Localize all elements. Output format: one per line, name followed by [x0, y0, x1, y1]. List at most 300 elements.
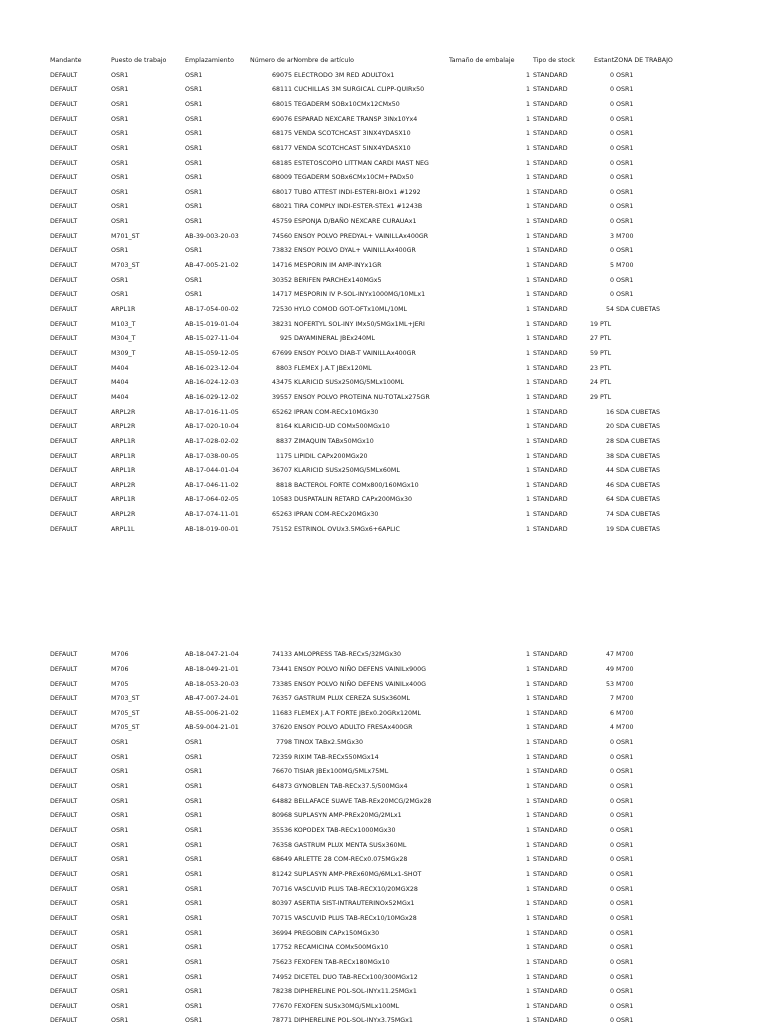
cell-zona: OSR1 [616, 768, 634, 776]
cell-numero: 70715 [271, 914, 292, 922]
cell-numero: 68175 [271, 130, 292, 138]
cell-zona: SDA CUBETAS [616, 467, 661, 475]
cell-puesto: OSR1 [111, 174, 129, 182]
cell-tipo: STANDARD [533, 929, 568, 937]
cell-mandante: DEFAULT [50, 232, 78, 240]
table-row [0, 523, 768, 538]
cell-puesto: OSR1 [111, 247, 129, 255]
cell-mandante: DEFAULT [50, 914, 78, 922]
cell-zona: OSR1 [616, 115, 634, 123]
table-row [0, 420, 768, 435]
cell-cantidad: 1 [525, 408, 530, 416]
cell-emplazamiento: OSR1 [185, 86, 203, 94]
cell-zona: OSR1 [616, 739, 634, 747]
cell-puesto: OSR1 [111, 1002, 129, 1010]
cell-cantidad: 1 [525, 914, 530, 922]
cell-mandante: DEFAULT [50, 130, 78, 138]
cell-estante: 0 [609, 753, 614, 761]
cell-articulo: LIPIDIL CAPx200MGx20 [294, 452, 368, 460]
cell-articulo: ENSOY POLVO NIÑO DEFENS VAINILx400G [294, 680, 427, 688]
cell-numero: 70716 [271, 885, 292, 893]
cell-articulo: ESTETOSCOPIO LITTMAN CARDI MAST NEG [294, 159, 429, 167]
cell-zona: M700 [616, 680, 634, 688]
cell-cantidad: 1 [525, 783, 530, 791]
cell-puesto: OSR1 [111, 900, 129, 908]
cell-articulo: FEXOFEN TAB-RECx180MGx10 [294, 958, 390, 966]
table-row [0, 479, 768, 494]
cell-tipo: STANDARD [533, 452, 568, 460]
cell-emplazamiento: AB-17-054-00-02 [185, 306, 239, 313]
cell-puesto: OSR1 [111, 929, 129, 937]
cell-puesto: M404 [111, 364, 129, 372]
cell-tipo: STANDARD [533, 481, 568, 489]
table-row [0, 883, 768, 898]
cell-cantidad: 1 [525, 159, 530, 167]
cell-zona: OSR1 [616, 914, 634, 922]
cell-articulo: FLEMEX J.A.T FORTE JBEx0.20GRx120ML [294, 709, 421, 717]
cell-mandante: DEFAULT [50, 958, 78, 966]
cell-emplazamiento: AB-16-023-12-04 [185, 364, 239, 372]
cell-puesto: ARPL1R [111, 452, 136, 460]
header-row [0, 54, 768, 69]
cell-tipo: STANDARD [533, 379, 568, 387]
table-row [0, 142, 768, 157]
cell-mandante: DEFAULT [50, 783, 78, 791]
cell-mandante: DEFAULT [50, 841, 78, 849]
cell-numero: 36994 [271, 929, 292, 937]
cell-estante: 0 [609, 739, 614, 747]
cell-cantidad: 1 [525, 856, 530, 864]
cell-estante: 0 [609, 856, 614, 864]
cell-tipo: STANDARD [533, 665, 568, 673]
cell-zona: SDA CUBETAS [616, 408, 661, 416]
table-row [0, 868, 768, 883]
table-row [0, 795, 768, 810]
cell-emplazamiento: OSR1 [185, 753, 203, 761]
cell-mandante: DEFAULT [50, 291, 78, 299]
cell-puesto: ARPL2R [111, 423, 136, 431]
table-row [0, 971, 768, 986]
cell-numero: 80397 [271, 900, 292, 908]
cell-numero: 68177 [271, 144, 292, 152]
cell-numero: 74133 [271, 651, 292, 659]
cell-zona: OSR1 [616, 86, 634, 94]
cell-estante: 0 [609, 174, 614, 182]
cell-tipo: STANDARD [533, 364, 568, 372]
cell-tipo: STANDARD [533, 437, 568, 445]
cell-tipo: STANDARD [533, 320, 568, 328]
table-row [0, 244, 768, 259]
cell-puesto: OSR1 [111, 870, 129, 878]
cell-puesto: M103_T [111, 320, 136, 328]
header-tamano-embalaje: Tamaño de embalaje [449, 57, 515, 64]
cell-puesto: OSR1 [111, 218, 129, 226]
table-row [0, 678, 768, 693]
cell-numero: 73385 [271, 680, 292, 688]
table-row [0, 839, 768, 854]
cell-zona: OSR1 [616, 797, 634, 805]
cell-emplazamiento: OSR1 [185, 71, 203, 79]
cell-tipo: STANDARD [533, 709, 568, 717]
cell-articulo: DUSPATALIN RETARD CAPx200MGx30 [294, 496, 412, 504]
cell-numero: 36707 [271, 467, 292, 475]
cell-emplazamiento: OSR1 [185, 130, 203, 138]
cell-estante: 0 [609, 973, 614, 981]
cell-estante: 54 [605, 306, 614, 313]
table-row [0, 464, 768, 479]
cell-numero: 45759 [271, 218, 292, 226]
cell-emplazamiento: AB-15-059-12-05 [185, 349, 239, 357]
cell-zona: SDA CUBETAS [616, 423, 661, 431]
cell-emplazamiento: OSR1 [185, 988, 203, 996]
cell-numero: 73832 [271, 247, 292, 255]
table-row [0, 1014, 768, 1029]
cell-tipo: STANDARD [533, 393, 568, 401]
cell-estante: 0 [609, 885, 614, 893]
header-estante-zona-trabajo: EstantZONA DE TRABAJO [594, 57, 673, 64]
cell-tipo: STANDARD [533, 797, 568, 805]
cell-tipo: STANDARD [533, 525, 568, 533]
cell-estante: 46 [605, 481, 614, 489]
cell-emplazamiento: OSR1 [185, 739, 203, 747]
table-row [0, 927, 768, 942]
cell-puesto: OSR1 [111, 797, 129, 805]
cell-estante: 0 [609, 914, 614, 922]
cell-mandante: DEFAULT [50, 739, 78, 747]
cell-estante: 0 [609, 115, 614, 123]
cell-estante: 0 [609, 768, 614, 776]
cell-tipo: STANDARD [533, 511, 568, 519]
cell-tipo: STANDARD [533, 423, 568, 431]
cell-articulo: FLEMEX J.A.T JBEx120ML [294, 364, 372, 372]
cell-emplazamiento: OSR1 [185, 159, 203, 167]
cell-cantidad: 1 [525, 525, 530, 533]
cell-tipo: STANDARD [533, 218, 568, 226]
table-row [0, 1000, 768, 1015]
cell-estante: 4 [609, 724, 614, 732]
cell-zona: 23 PTL [590, 364, 612, 372]
cell-emplazamiento: AB-55-006-21-02 [185, 709, 239, 717]
cell-tipo: STANDARD [533, 651, 568, 659]
cell-emplazamiento: OSR1 [185, 812, 203, 820]
cell-emplazamiento: OSR1 [185, 144, 203, 152]
cell-puesto: OSR1 [111, 812, 129, 820]
cell-emplazamiento: OSR1 [185, 841, 203, 849]
cell-numero: 17752 [271, 944, 292, 952]
cell-articulo: TISIAR JBEx100MG/5MLx75ML [294, 768, 389, 776]
table-row [0, 332, 768, 347]
cell-mandante: DEFAULT [50, 408, 78, 416]
cell-numero: 69075 [271, 71, 292, 79]
cell-cantidad: 1 [525, 1017, 530, 1025]
cell-mandante: DEFAULT [50, 929, 78, 937]
table-row [0, 692, 768, 707]
cell-puesto: M309_T [111, 349, 136, 357]
cell-cantidad: 1 [525, 973, 530, 981]
cell-cantidad: 1 [525, 885, 530, 893]
cell-tipo: STANDARD [533, 885, 568, 893]
cell-articulo: KLARICID SUSx250MG/5MLx60ML [294, 467, 400, 475]
cell-tipo: STANDARD [533, 100, 568, 108]
cell-tipo: STANDARD [533, 291, 568, 299]
cell-numero: 65262 [271, 408, 292, 416]
cell-zona: OSR1 [616, 988, 634, 996]
cell-puesto: OSR1 [111, 768, 129, 776]
cell-tipo: STANDARD [533, 247, 568, 255]
cell-zona: OSR1 [616, 841, 634, 849]
cell-mandante: DEFAULT [50, 174, 78, 182]
cell-numero: 68649 [271, 856, 292, 864]
cell-articulo: ELECTRODO 3M RED ADULTOx1 [294, 71, 395, 79]
table-row [0, 171, 768, 186]
cell-puesto: ARPL1R [111, 437, 136, 445]
cell-tipo: STANDARD [533, 900, 568, 908]
cell-estante: 0 [609, 783, 614, 791]
cell-tipo: STANDARD [533, 306, 568, 313]
cell-zona: SDA CUBETAS [616, 525, 661, 533]
cell-estante: 0 [609, 144, 614, 152]
cell-tipo: STANDARD [533, 944, 568, 952]
cell-cantidad: 1 [525, 665, 530, 673]
cell-tipo: STANDARD [533, 870, 568, 878]
cell-zona: OSR1 [616, 827, 634, 834]
cell-tipo: STANDARD [533, 783, 568, 791]
cell-mandante: DEFAULT [50, 71, 78, 79]
cell-mandante: DEFAULT [50, 525, 78, 533]
cell-zona: SDA CUBETAS [616, 511, 661, 519]
cell-cantidad: 1 [525, 1002, 530, 1010]
cell-articulo: ESPARAD NEXCARE TRANSP 3INx10Yx4 [294, 115, 418, 123]
cell-tipo: STANDARD [533, 827, 568, 834]
cell-emplazamiento: OSR1 [185, 944, 203, 952]
cell-mandante: DEFAULT [50, 481, 78, 489]
cell-mandante: DEFAULT [50, 709, 78, 717]
cell-tipo: STANDARD [533, 203, 568, 211]
cell-numero: 30352 [271, 276, 292, 284]
cell-emplazamiento: OSR1 [185, 115, 203, 123]
cell-zona: SDA CUBETAS [616, 306, 661, 313]
cell-numero: 68185 [271, 159, 292, 167]
cell-tipo: STANDARD [533, 71, 568, 79]
cell-cantidad: 1 [525, 870, 530, 878]
cell-emplazamiento: OSR1 [185, 218, 203, 226]
cell-mandante: DEFAULT [50, 753, 78, 761]
cell-tipo: STANDARD [533, 232, 568, 240]
cell-zona: OSR1 [616, 130, 634, 138]
cell-estante: 38 [605, 452, 614, 460]
cell-estante: 74 [605, 511, 614, 519]
table-row [0, 765, 768, 780]
cell-estante: 0 [609, 218, 614, 226]
cell-articulo: FEXOFEN SUSx30MG/5MLx100ML [294, 1002, 400, 1010]
cell-articulo: HYLO COMOD GOT-OFTx10ML/10ML [294, 306, 408, 313]
cell-cantidad: 1 [525, 841, 530, 849]
cell-puesto: M703_ST [111, 262, 140, 270]
cell-mandante: DEFAULT [50, 379, 78, 387]
cell-tipo: STANDARD [533, 1002, 568, 1010]
table-row [0, 406, 768, 421]
cell-numero: 77670 [271, 1002, 292, 1010]
cell-tipo: STANDARD [533, 739, 568, 747]
cell-mandante: DEFAULT [50, 973, 78, 981]
cell-estante: 0 [609, 1017, 614, 1025]
cell-puesto: M304_T [111, 335, 136, 343]
cell-emplazamiento: OSR1 [185, 100, 203, 108]
cell-emplazamiento: OSR1 [185, 797, 203, 805]
cell-mandante: DEFAULT [50, 364, 78, 372]
cell-cantidad: 1 [525, 496, 530, 504]
cell-puesto: ARPL1R [111, 496, 136, 504]
cell-cantidad: 1 [525, 291, 530, 299]
cell-numero: 43475 [271, 379, 292, 387]
cell-puesto: OSR1 [111, 144, 129, 152]
cell-estante: 0 [609, 988, 614, 996]
cell-zona: OSR1 [616, 159, 634, 167]
cell-zona: M700 [616, 651, 634, 659]
cell-mandante: DEFAULT [50, 335, 78, 343]
cell-articulo: GASTRUM PLUX CEREZA SUSx360ML [294, 695, 411, 703]
table-row [0, 303, 768, 318]
cell-numero: 10583 [271, 496, 292, 504]
cell-articulo: DAYAMINERAL JBEx240ML [294, 335, 375, 343]
cell-tipo: STANDARD [533, 753, 568, 761]
cell-mandante: DEFAULT [50, 680, 78, 688]
cell-cantidad: 1 [525, 379, 530, 387]
cell-mandante: DEFAULT [50, 115, 78, 123]
cell-puesto: OSR1 [111, 291, 129, 299]
cell-mandante: DEFAULT [50, 188, 78, 196]
cell-puesto: OSR1 [111, 188, 129, 196]
cell-articulo: SUPLASYN AMP-PREx20MG/2MLx1 [294, 812, 402, 820]
cell-puesto: OSR1 [111, 159, 129, 167]
cell-numero: 8164 [275, 423, 292, 431]
cell-mandante: DEFAULT [50, 695, 78, 703]
table-row [0, 956, 768, 971]
table-row [0, 127, 768, 142]
cell-mandante: DEFAULT [50, 724, 78, 732]
cell-tipo: STANDARD [533, 408, 568, 416]
cell-zona: OSR1 [616, 71, 634, 79]
cell-numero: 72359 [271, 753, 292, 761]
cell-estante: 16 [605, 408, 614, 416]
cell-estante: 0 [609, 929, 614, 937]
cell-estante: 0 [609, 100, 614, 108]
cell-estante: 7 [609, 695, 614, 703]
table-row [0, 985, 768, 1000]
cell-cantidad: 1 [525, 320, 530, 328]
cell-emplazamiento: AB-17-028-02-02 [185, 437, 239, 445]
cell-mandante: DEFAULT [50, 423, 78, 431]
cell-tipo: STANDARD [533, 1017, 568, 1025]
cell-estante: 0 [609, 812, 614, 820]
cell-articulo: ENSOY POLVO DYAL+ VAINILLAx400GR [294, 247, 416, 255]
cell-puesto: OSR1 [111, 973, 129, 981]
cell-cantidad: 1 [525, 651, 530, 659]
cell-estante: 19 [605, 525, 614, 533]
cell-numero: 73441 [271, 665, 292, 673]
cell-numero: 80968 [271, 812, 292, 820]
table-row [0, 450, 768, 465]
table-row [0, 912, 768, 927]
cell-estante: 47 [605, 651, 614, 659]
cell-estante: 0 [609, 870, 614, 878]
cell-zona: OSR1 [616, 1002, 634, 1010]
cell-cantidad: 1 [525, 797, 530, 805]
cell-estante: 6 [609, 709, 614, 717]
cell-articulo: TUBO ATTEST INDI-ESTERI-BIOx1 #1292 [294, 188, 421, 196]
cell-tipo: STANDARD [533, 680, 568, 688]
cell-puesto: OSR1 [111, 130, 129, 138]
cell-mandante: DEFAULT [50, 203, 78, 211]
cell-cantidad: 1 [525, 481, 530, 489]
cell-articulo: IPRAN COM-RECx20MGx30 [294, 511, 379, 519]
cell-mandante: DEFAULT [50, 988, 78, 996]
cell-estante: 0 [609, 958, 614, 966]
cell-tipo: STANDARD [533, 973, 568, 981]
cell-estante: 0 [609, 86, 614, 94]
cell-mandante: DEFAULT [50, 262, 78, 270]
cell-cantidad: 1 [525, 511, 530, 519]
cell-articulo: ESPONJA D/BAÑO NEXCARE CURAUAx1 [294, 218, 417, 226]
cell-emplazamiento: AB-16-029-12-02 [185, 393, 239, 401]
cell-emplazamiento: AB-18-049-21-01 [185, 665, 239, 673]
cell-puesto: OSR1 [111, 914, 129, 922]
cell-emplazamiento: OSR1 [185, 870, 203, 878]
table-row [0, 663, 768, 678]
cell-puesto: OSR1 [111, 841, 129, 849]
cell-cantidad: 1 [525, 724, 530, 732]
cell-cantidad: 1 [525, 232, 530, 240]
cell-puesto: OSR1 [111, 71, 129, 79]
cell-emplazamiento: AB-18-047-21-04 [185, 651, 239, 659]
cell-emplazamiento: AB-17-044-01-04 [185, 467, 239, 475]
cell-articulo: RECAMICINA COMx500MGx10 [294, 944, 389, 952]
cell-articulo: ESTRINOL OVUx3.5MGx6+6APLIC [294, 525, 400, 533]
cell-cantidad: 1 [525, 827, 530, 834]
cell-mandante: DEFAULT [50, 1017, 78, 1025]
cell-estante: 0 [609, 827, 614, 834]
cell-tipo: STANDARD [533, 188, 568, 196]
cell-mandante: DEFAULT [50, 870, 78, 878]
cell-mandante: DEFAULT [50, 86, 78, 94]
cell-zona: OSR1 [616, 812, 634, 820]
cell-mandante: DEFAULT [50, 944, 78, 952]
cell-emplazamiento: OSR1 [185, 929, 203, 937]
cell-puesto: OSR1 [111, 100, 129, 108]
cell-articulo: DICETEL DUO TAB-RECx100/300MGx12 [294, 973, 418, 981]
cell-emplazamiento: AB-59-004-21-01 [185, 724, 239, 732]
cell-articulo: TEGADERM SOBx6CMx10CM+PADx50 [294, 174, 414, 182]
cell-articulo: RIXIM TAB-RECx550MGx14 [294, 753, 379, 761]
cell-tipo: STANDARD [533, 496, 568, 504]
cell-mandante: DEFAULT [50, 885, 78, 893]
table-row [0, 853, 768, 868]
cell-tipo: STANDARD [533, 130, 568, 138]
table-row [0, 493, 768, 508]
cell-cantidad: 1 [525, 944, 530, 952]
cell-emplazamiento: AB-47-005-21-02 [185, 262, 239, 270]
cell-numero: 11683 [271, 709, 292, 717]
cell-numero: 74560 [271, 232, 292, 240]
cell-numero: 72530 [271, 306, 292, 313]
cell-articulo: VASCUVID PLUS TAB-RECx10/10MGx28 [294, 914, 417, 922]
cell-estante: 49 [605, 665, 614, 673]
cell-mandante: DEFAULT [50, 1002, 78, 1010]
cell-articulo: IPRAN COM-RECx10MGx30 [294, 408, 379, 416]
cell-zona: SDA CUBETAS [616, 496, 661, 504]
cell-tipo: STANDARD [533, 335, 568, 343]
cell-puesto: M706 [111, 665, 129, 673]
